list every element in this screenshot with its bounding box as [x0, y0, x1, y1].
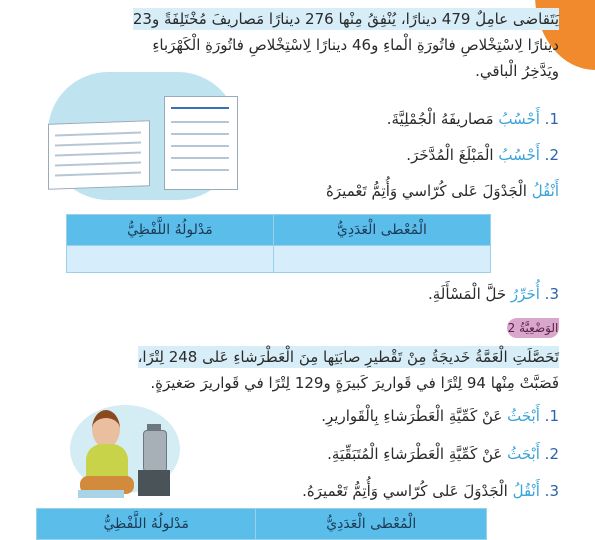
problem1-line-3: ويَدَّخِرُ الْباقي. [475, 62, 559, 80]
table-header: مَدْلولُهُ اللَّفْظِيُّ [67, 215, 274, 246]
problem2-line-1: تَحَصَّلَتِ الْعَمَّةُ خَديجَةُ مِنْ تَقْطيرِ صابَتِها مِنَ الْعَطْرَشاءِ عَلى 248 لِتْرًا، [137, 348, 559, 366]
woman-head [92, 410, 120, 448]
problem2-question-3 [302, 480, 559, 502]
q-text: عَنْ كَمِّيَّةِ الْعَطْرَشاءِ الْمُتَبَقِّيَةِ. [327, 445, 508, 463]
problem1-question-1 [387, 108, 559, 130]
bill-image-1 [48, 120, 150, 190]
problem1-line-1: يَتَقاضى عامِلٌ 479 دينارًا، يُنْفِقُ مِنْها 276 دينارًا مَصاريفَ مُخْتَلِفَةً و23 [132, 10, 559, 28]
q-number: 3. [544, 285, 559, 303]
q-verb: أُحَرِّرُ [510, 285, 540, 303]
problem1-question-3 [428, 283, 559, 305]
table-cell [273, 246, 490, 273]
q-verb: أَبْحَثُ [507, 407, 540, 425]
bill-image-2 [164, 96, 238, 190]
q-verb: أَحْسُبُ [498, 146, 540, 164]
problem1-table [66, 214, 491, 273]
q-verb: أَنْقُلُ [512, 482, 540, 500]
table-cell [67, 246, 274, 273]
situation-badge: الوَضْعِيَّةُ 2 [507, 318, 559, 338]
still-stand [138, 470, 170, 496]
q-number: 1. [544, 110, 559, 128]
q-text: حَلَّ الْمَسْأَلَةِ. [428, 285, 511, 303]
q-text: الْجَدْوَلَ عَلى كُرّاسي وَأُتِمُّ تَعْميرَهُ [326, 182, 532, 200]
problem1-question-2 [406, 144, 559, 166]
problem2-question-1 [321, 405, 559, 427]
q-number: 1. [544, 407, 559, 425]
stool [78, 490, 124, 498]
table-header: مَدْلولُهُ اللَّفْظِيُّ [37, 509, 256, 540]
q-text: مَصاريفَهُ الْجُمْلِيَّةَ. [386, 110, 499, 128]
q-text: عَنْ كَمِّيَّةِ الْعَطْرَشاءِ بِالْقَواريرِ. [321, 407, 508, 425]
q-text: الْمَبْلَغَ الْمُدَّخَرَ. [406, 146, 499, 164]
problem2-question-2 [327, 443, 559, 465]
still-apparatus [143, 430, 167, 472]
q-number: 3. [544, 482, 559, 500]
q-number: 2. [544, 445, 559, 463]
problem1-copy-table [326, 180, 559, 202]
q-number: 2. [544, 146, 559, 164]
table-header: الْمُعْطى الْعَدَدِيُّ [273, 215, 490, 246]
problem1-line-2: دينارًا لِاسْتِخْلاصِ فاتُورَةِ الْماءِ و46 دينارًا لِاسْتِخْلاصِ فاتُورَةِ الْكَهْرَباءِ [152, 36, 559, 54]
problem2-line-2: فَصَبَّتْ مِنْها 94 لِتْرًا في قَواريرَ كَبيرَةٍ و129 لِتْرًا في قَواريرَ صَغيرَةٍ. [150, 374, 559, 392]
q-verb: أَبْحَثُ [507, 445, 540, 463]
q-verb: أَنْقُلُ [531, 182, 559, 200]
q-verb: أَحْسُبُ [498, 110, 540, 128]
q-text: الْجَدْوَلَ عَلى كُرّاسي وَأُتِمُّ تَعْميرَهُ. [302, 482, 513, 500]
problem2-table [36, 508, 487, 540]
table-header: الْمُعْطى الْعَدَدِيُّ [256, 509, 487, 540]
